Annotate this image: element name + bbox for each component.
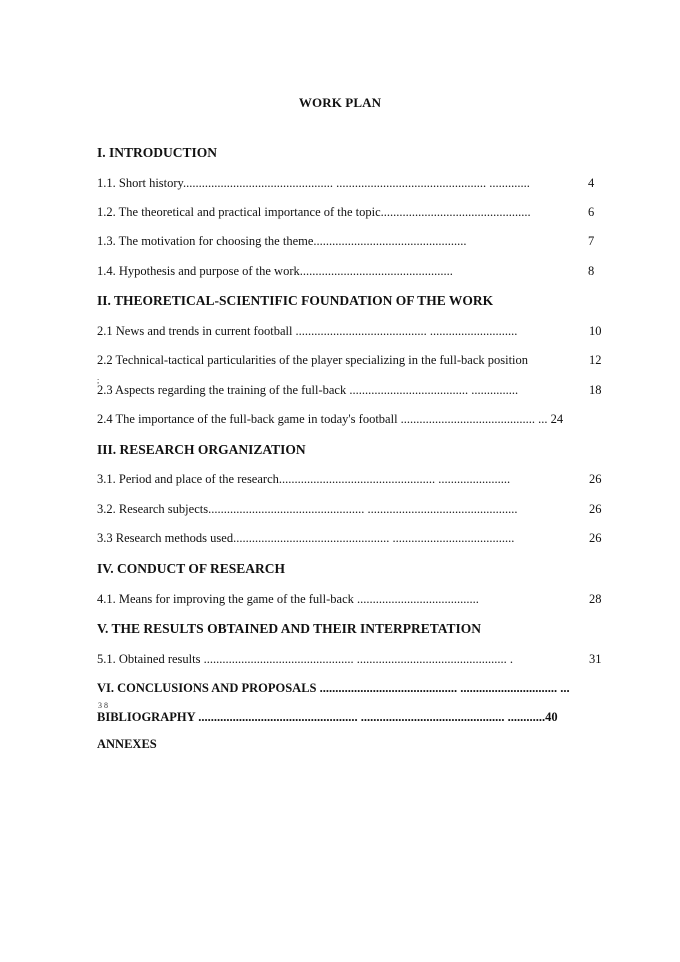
toc-page-5-1: 31: [589, 652, 602, 666]
stray-mark: ;: [97, 376, 100, 385]
section-foundation: II. THEORETICAL-SCIENTIFIC FOUNDATION OF THE WORK: [97, 293, 494, 308]
toc-page-1-2: 6: [588, 205, 595, 219]
toc-page-3-1: 26: [589, 472, 602, 486]
toc-page-2-3: 18: [589, 383, 602, 397]
toc-page-2-1: 10: [589, 324, 602, 338]
toc-entry-3-3: 3.3 Research methods used.................................................. .......................................: [97, 531, 515, 545]
toc-entry-3-1: 3.1. Period and place of the research.................................................. .......................: [97, 472, 511, 486]
toc-page-1-3: 7: [588, 234, 595, 248]
toc-entry-2-1: 2.1 News and trends in current football .......................................... ............................: [97, 324, 518, 338]
toc-page-3-3: 26: [589, 531, 602, 545]
page-title: WORK PLAN: [298, 95, 382, 110]
overlapping-page-mark: 3 8: [98, 701, 108, 710]
toc-page-1-4: 8: [588, 264, 595, 278]
toc-page-1-1: 4: [588, 176, 595, 190]
section-introduction: I. INTRODUCTION: [97, 145, 218, 160]
toc-entry-1-4: 1.4. Hypothesis and purpose of the work.................................................: [97, 264, 453, 278]
section-bibliography: BIBLIOGRAPHY ................................................... .............................................. ............40: [97, 710, 558, 724]
toc-entry-2-2: 2.2 Technical-tactical particularities of the player specializing in the full-back position: [97, 353, 529, 367]
toc-entry-5-1: 5.1. Obtained results ................................................ ................................................ .: [97, 652, 513, 666]
toc-entry-3-2: 3.2. Research subjects.................................................. ................................................: [97, 502, 518, 516]
toc-entry-1-2: 1.2. The theoretical and practical importance of the topic................................................: [97, 205, 531, 219]
toc-entry-4-1: 4.1. Means for improving the game of the full-back .......................................: [97, 592, 479, 606]
toc-entry-2-4: 2.4 The importance of the full-back game in today's football ........................................... ... 24: [97, 412, 564, 426]
toc-page-4-1: 28: [589, 592, 602, 606]
toc-entry-2-3: 2.3 Aspects regarding the training of the full-back ...................................... ...............: [97, 383, 519, 397]
section-conclusions: VI. CONCLUSIONS AND PROPOSALS ............................................ ............................... ...: [97, 681, 570, 695]
toc-page-2-2: 12: [589, 353, 602, 367]
section-research-organization: III. RESEARCH ORGANIZATION: [97, 442, 306, 457]
toc-page-3-2: 26: [589, 502, 602, 516]
section-results: V. THE RESULTS OBTAINED AND THEIR INTERPRETATION: [97, 621, 481, 636]
section-annexes: ANNEXES: [97, 737, 157, 751]
section-conduct-of-research: IV. CONDUCT OF RESEARCH: [97, 561, 286, 576]
toc-entry-1-1: 1.1. Short history................................................ ................................................ .............: [97, 176, 530, 190]
toc-entry-1-3: 1.3. The motivation for choosing the theme.................................................: [97, 234, 467, 248]
